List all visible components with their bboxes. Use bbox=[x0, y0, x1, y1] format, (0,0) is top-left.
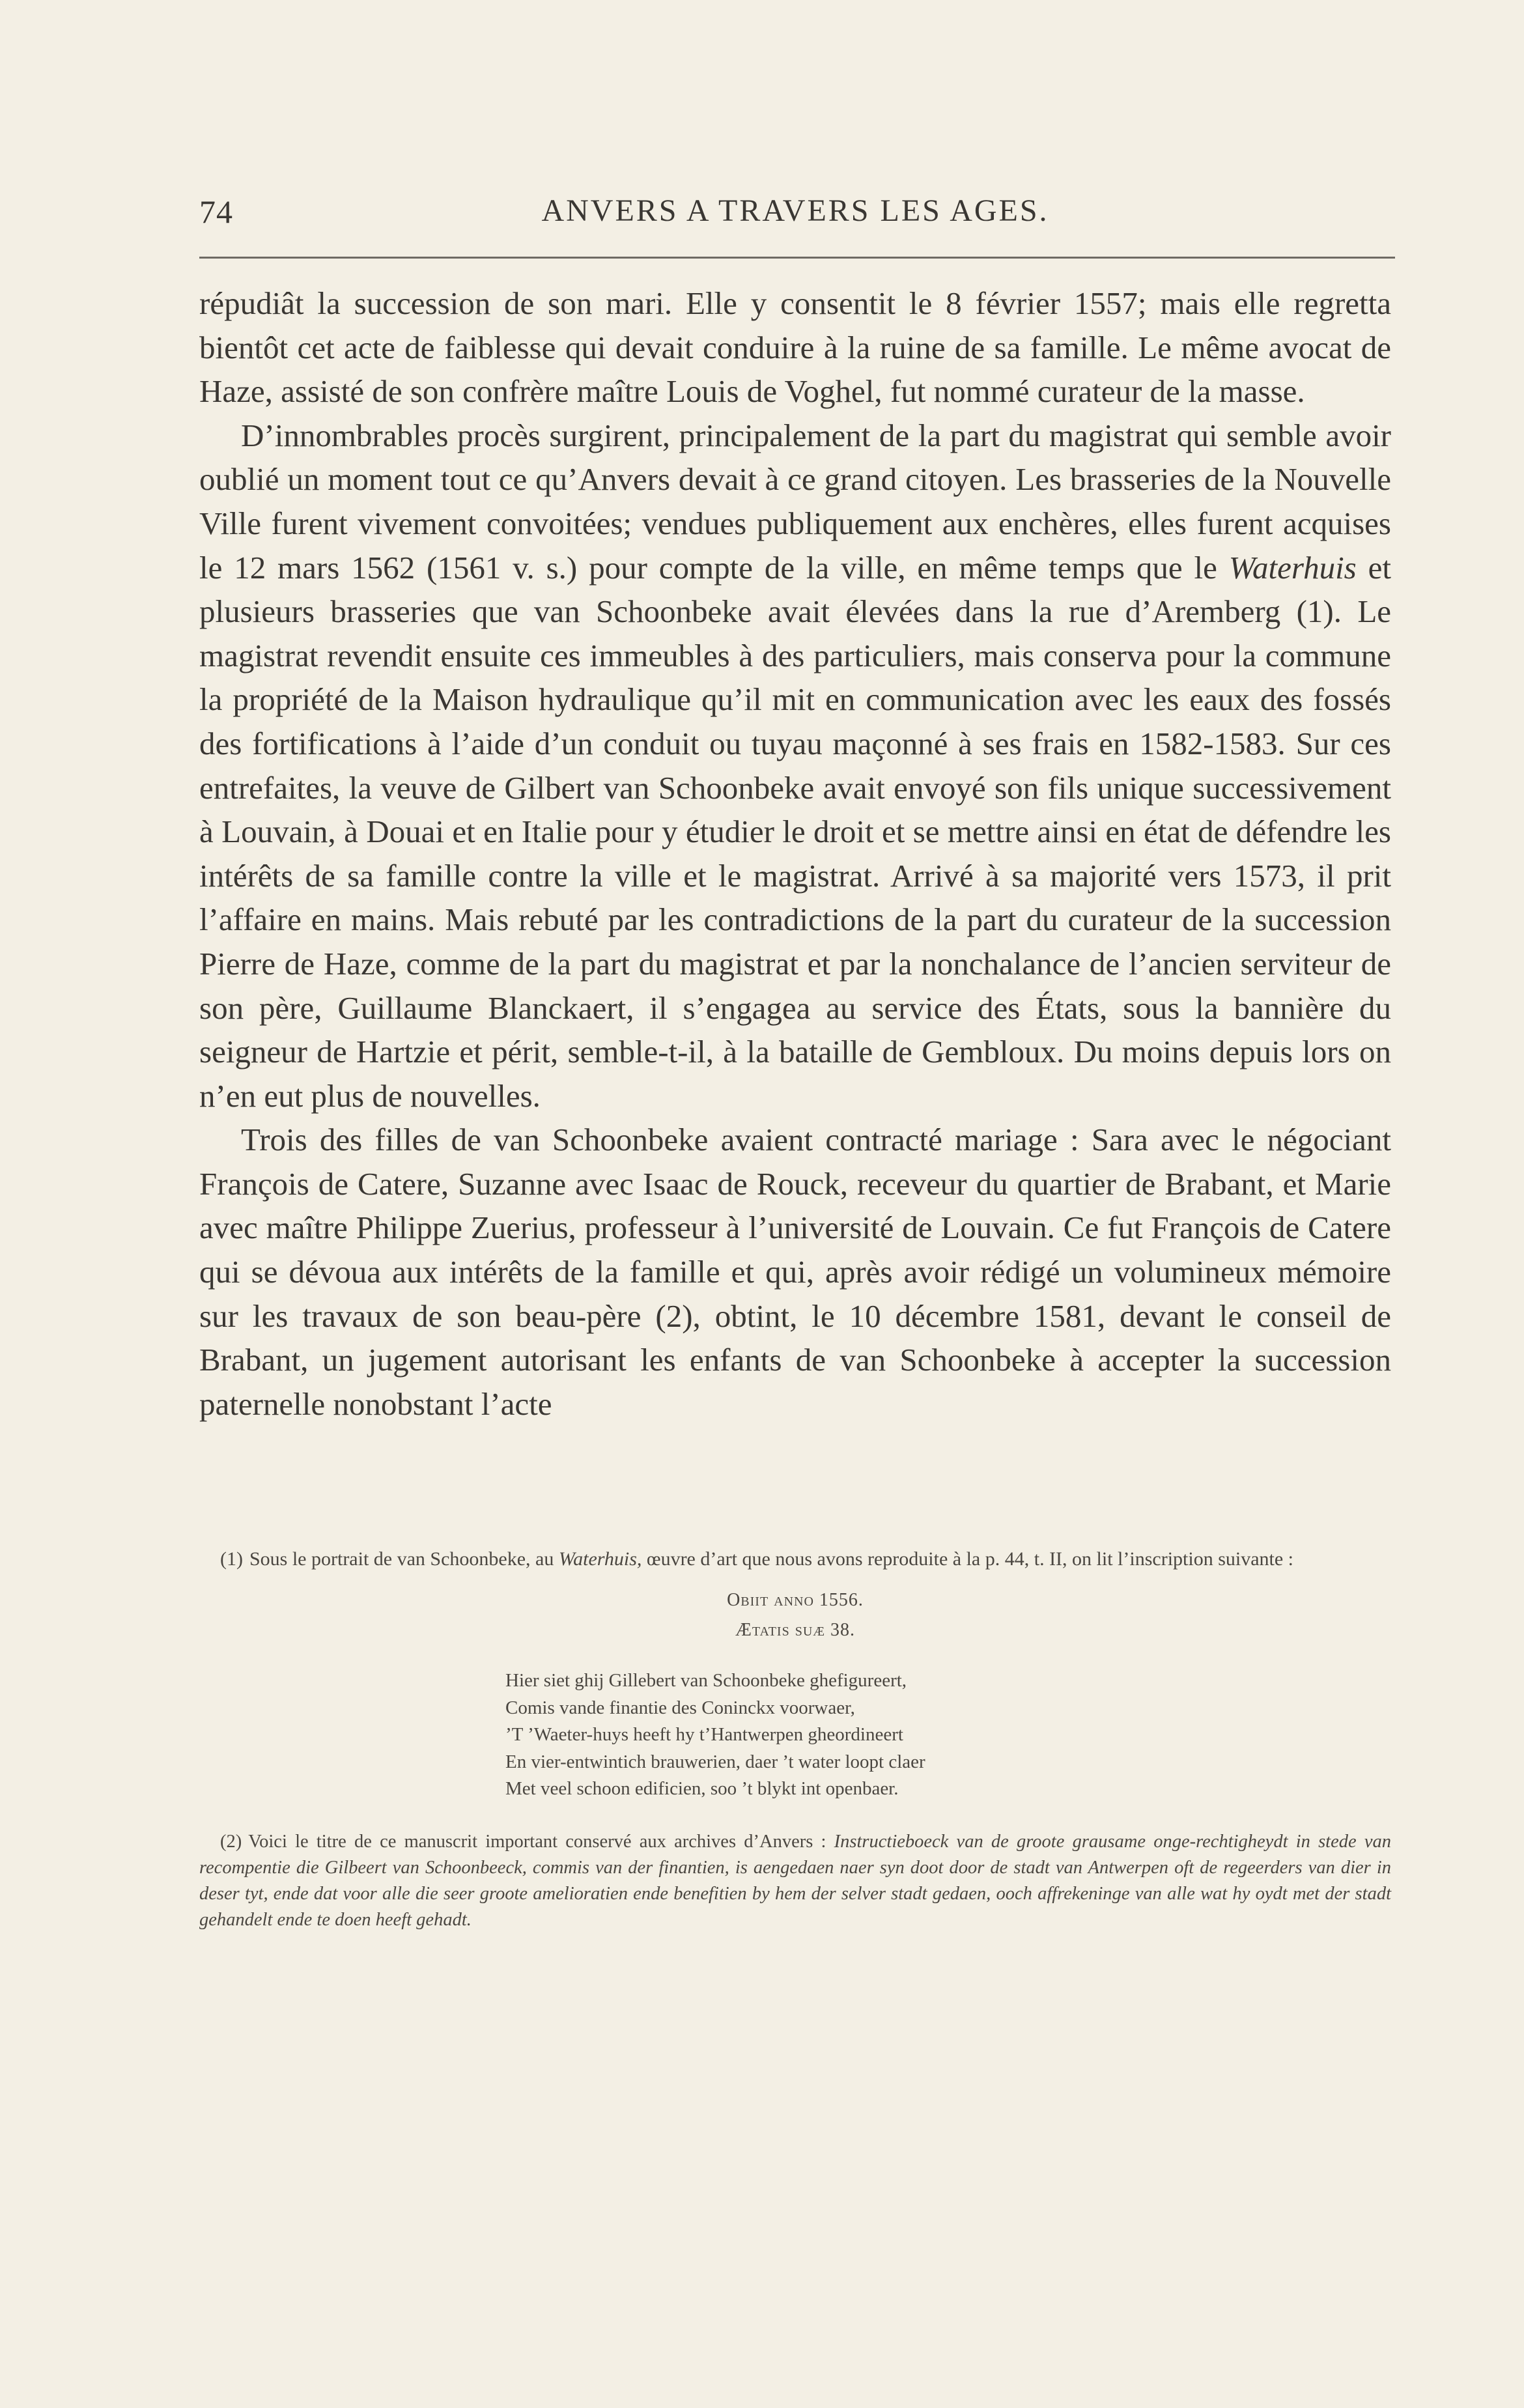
page-number: 74 bbox=[199, 193, 233, 230]
paragraph bbox=[199, 1118, 1391, 1426]
italic-text-run: Waterhuis, bbox=[558, 1548, 642, 1570]
main-text bbox=[199, 281, 1391, 1426]
inscription-line: Obiit anno 1556. bbox=[727, 1590, 864, 1610]
footnotes bbox=[199, 1546, 1391, 1933]
text-run: répudiât la succession de son mari. Elle y consentit le 8 février 1557; mais elle regretta bientôt cet acte de faiblesse qui devait conduire à la ruine de sa famille. Le même avocat de Haze, assisté de son confrère maître Louis de Voghel, fut nommé curateur de la masse. bbox=[199, 285, 1391, 410]
running-header bbox=[199, 193, 1391, 238]
text-run: Voici le titre de ce manuscrit important conservé aux archives d’Anvers : bbox=[248, 1831, 834, 1852]
verse-line: En vier-entwintich brauwerien, daer ’t water loopt claer bbox=[505, 1751, 925, 1772]
portrait-inscription bbox=[199, 1585, 1391, 1645]
text-run: Trois des filles de van Schoonbeke avaient contracté mariage : Sara avec le négociant François de Catere, Suzanne avec Isaac de Rouck, receveur du quartier de Brabant, et Marie avec maître Philippe Zuerius, professeur à l’université de Louvain. Ce fut François de Catere qui se dévoua aux intérêts de la famille et qui, après avoir rédigé un volumineux mémoire sur les travaux de son beau-père (2), obtint, le 10 décembre 1581, devant le conseil de Brabant, un jugement autorisant les enfants de van Schoonbeke à accepter la succession paternelle nonobstant l’acte bbox=[199, 1122, 1391, 1422]
paragraph bbox=[199, 414, 1391, 1118]
footnote-1 bbox=[199, 1546, 1391, 1572]
italic-text-run: Instructieboeck van de groote grausame onge-rechtigheydt in stede van recompentie die Gilbeert van Schoonbeeck, commis van der finantien, is aengedaen naer syn doot door de stadt van Antwerpen oft de regeerders van dier in deser tyt, ende dat voor alle die seer groote amelioratien ende benefitien by hem der selver stadt gedaen, ooch affrekeninge van alle wat hy oydt met der stadt gehandelt ende te doen heeft gehadt. bbox=[199, 1831, 1391, 1930]
verse-line: Met veel schoon edificien, soo ’t blykt int openbaer. bbox=[505, 1778, 899, 1800]
text-run: œuvre d’art que nous avons reproduite à la p. 44, t. II, on lit l’inscription suivante : bbox=[642, 1548, 1294, 1570]
inscription-line: Ætatis suæ 38. bbox=[735, 1620, 856, 1640]
italic-text-run: Waterhuis bbox=[1228, 549, 1357, 586]
verse-line: Hier siet ghij Gillebert van Schoonbeke ghefigureert, bbox=[505, 1670, 907, 1691]
running-title: ANVERS A TRAVERS LES AGES. bbox=[541, 193, 1049, 228]
footnote-marker: (1) bbox=[220, 1548, 243, 1570]
text-run: Sous le portrait de van Schoonbeke, au bbox=[249, 1548, 559, 1570]
header-rule bbox=[199, 257, 1395, 259]
text-run: et plusieurs brasseries que van Schoonbeke avait élevées dans la rue d’Aremberg (1). Le magistrat revendit ensuite ces immeubles à des particuliers, mais conserva pour la commune la propriété de la Maison hydraulique qu’il mit en communication avec les eaux des fossés des fortifications à l’aide d’un conduit ou tuyau maçonné à ses frais en 1582-1583. Sur ces entrefaites, la veuve de Gilbert van Schoonbeke avait envoyé son fils unique successivement à Louvain, à Douai et en Italie pour y étudier le droit et se mettre ainsi en état de défendre les intérêts de sa famille contre la ville et le magistrat. Arrivé à sa majorité vers 1573, il prit l’affaire en mains. Mais rebuté par les contradictions de la part du curateur de la succession Pierre de Haze, comme de la part du magistrat et par la nonchalance de l’ancien serviteur de son père, Guillaume Blanckaert, il s’engagea au service des États, sous la bannière du seigneur de Hartzie et périt, semble-t-il, à la bataille de Gembloux. Du moins depuis lors on n’en eut plus de nouvelles. bbox=[199, 549, 1391, 1114]
footnote-marker: (2) bbox=[220, 1831, 242, 1852]
poem-verse bbox=[505, 1667, 1391, 1803]
paragraph bbox=[199, 281, 1391, 414]
text-run: D’innombrables procès surgirent, principalement de la part du magistrat qui semble avoir oublié un moment tout ce qu’Anvers devait à ce grand citoyen. Les brasseries de la Nouvelle Ville furent vivement convoitées; vendues publiquement aux enchères, elles furent acquises le 12 mars 1562 (1561 v. s.) pour compte de la ville, en même temps que le bbox=[199, 417, 1391, 586]
verse-line: Comis vande finantie des Coninckx voorwaer, bbox=[505, 1697, 855, 1718]
verse-line: ’T ’Waeter-huys heeft hy t’Hantwerpen gheordineert bbox=[505, 1724, 903, 1746]
footnote-2 bbox=[199, 1829, 1391, 1933]
